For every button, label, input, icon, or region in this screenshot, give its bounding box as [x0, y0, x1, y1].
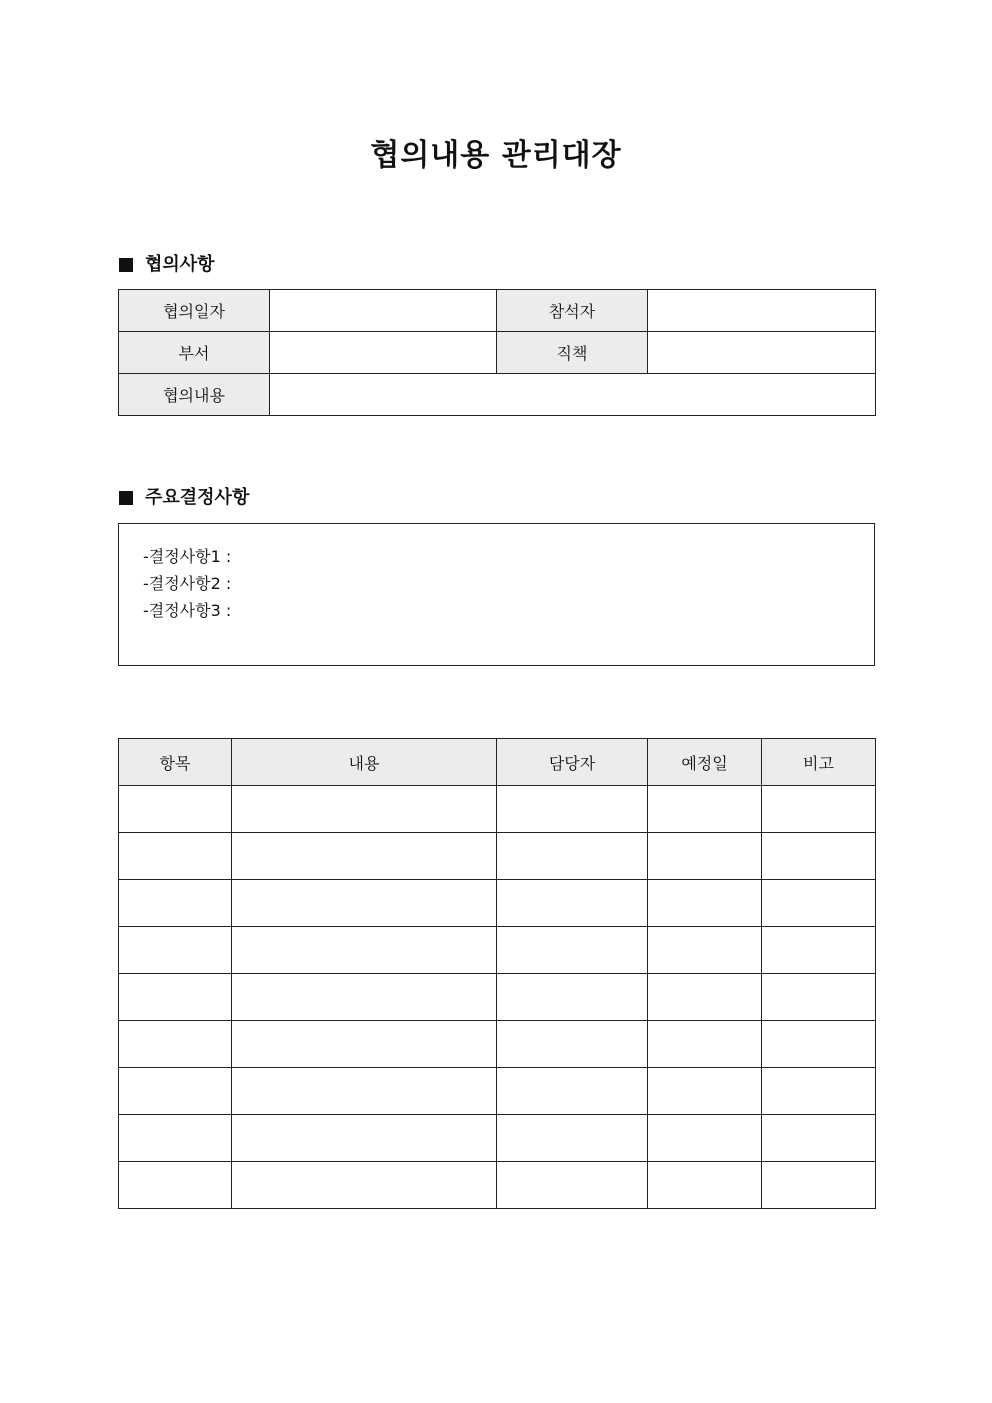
table-cell[interactable]: [232, 880, 497, 927]
section-heading-decisions: [119, 486, 249, 510]
table-cell[interactable]: [497, 1115, 648, 1162]
table-cell[interactable]: [119, 1115, 232, 1162]
table-header-row: [119, 739, 876, 786]
table-row: [119, 1115, 876, 1162]
department-label: 부서: [119, 332, 270, 374]
table-row: [119, 374, 876, 416]
decision-item-2: -결정사항2 :: [143, 574, 232, 593]
table-cell[interactable]: [497, 880, 648, 927]
column-header-content: 내용: [232, 739, 497, 786]
decision-item-1: -결정사항1 :: [143, 547, 232, 566]
table-row: [119, 332, 876, 374]
square-bullet-icon: [119, 491, 133, 505]
table-cell[interactable]: [232, 927, 497, 974]
table-row: [119, 927, 876, 974]
table-cell[interactable]: [497, 833, 648, 880]
column-header-item: 항목: [119, 739, 232, 786]
column-header-remarks: 비고: [762, 739, 876, 786]
table-row: [119, 290, 876, 332]
column-header-owner: 담당자: [497, 739, 648, 786]
table-cell[interactable]: [119, 786, 232, 833]
table-row: [119, 880, 876, 927]
table-cell[interactable]: [119, 974, 232, 1021]
table-cell[interactable]: [762, 786, 876, 833]
table-cell[interactable]: [232, 1068, 497, 1115]
section-heading-label: 주요결정사항: [145, 487, 250, 508]
square-bullet-icon: [119, 258, 133, 272]
attendees-field[interactable]: [648, 290, 876, 332]
table-cell[interactable]: [762, 1162, 876, 1209]
table-cell[interactable]: [762, 974, 876, 1021]
consultation-info-table: [118, 289, 876, 416]
attendees-label: 참석자: [497, 290, 648, 332]
table-cell[interactable]: [232, 1021, 497, 1068]
table-cell[interactable]: [232, 786, 497, 833]
table-row: [119, 1021, 876, 1068]
table-cell[interactable]: [648, 1068, 762, 1115]
table-cell[interactable]: [497, 1162, 648, 1209]
column-header-due-date: 예정일: [648, 739, 762, 786]
section-heading-label: 협의사항: [145, 254, 215, 275]
department-field[interactable]: [270, 332, 497, 374]
table-cell[interactable]: [497, 974, 648, 1021]
decision-box[interactable]: [118, 523, 875, 666]
table-cell[interactable]: [648, 927, 762, 974]
table-cell[interactable]: [762, 1068, 876, 1115]
table-cell[interactable]: [119, 880, 232, 927]
table-cell[interactable]: [119, 1162, 232, 1209]
table-cell[interactable]: [648, 974, 762, 1021]
table-row: [119, 786, 876, 833]
table-cell[interactable]: [762, 1021, 876, 1068]
table-cell[interactable]: [762, 880, 876, 927]
table-cell[interactable]: [497, 1021, 648, 1068]
table-cell[interactable]: [648, 1021, 762, 1068]
table-row: [119, 1162, 876, 1209]
table-cell[interactable]: [648, 880, 762, 927]
position-label: 직책: [497, 332, 648, 374]
content-field[interactable]: [270, 374, 876, 416]
content-label: 협의내용: [119, 374, 270, 416]
section-heading-consultation: [119, 253, 215, 277]
table-cell[interactable]: [762, 927, 876, 974]
table-row: [119, 974, 876, 1021]
table-cell[interactable]: [648, 1115, 762, 1162]
table-cell[interactable]: [648, 833, 762, 880]
table-cell[interactable]: [497, 786, 648, 833]
decision-list: [119, 524, 874, 624]
table-cell[interactable]: [119, 927, 232, 974]
page-title: 협의내용 관리대장: [370, 138, 622, 173]
table-cell[interactable]: [497, 927, 648, 974]
table-cell[interactable]: [497, 1068, 648, 1115]
table-cell[interactable]: [119, 833, 232, 880]
table-cell[interactable]: [119, 1068, 232, 1115]
date-field[interactable]: [270, 290, 497, 332]
table-cell[interactable]: [232, 974, 497, 1021]
table-cell[interactable]: [232, 1162, 497, 1209]
decision-item-3: -결정사항3 :: [143, 601, 232, 620]
table-cell[interactable]: [648, 786, 762, 833]
position-field[interactable]: [648, 332, 876, 374]
action-items-table: [118, 738, 876, 1209]
table-cell[interactable]: [762, 1115, 876, 1162]
table-cell[interactable]: [232, 1115, 497, 1162]
table-cell[interactable]: [119, 1021, 232, 1068]
table-row: [119, 1068, 876, 1115]
date-label: 협의일자: [119, 290, 270, 332]
table-cell[interactable]: [762, 833, 876, 880]
table-row: [119, 833, 876, 880]
table-cell[interactable]: [648, 1162, 762, 1209]
table-cell[interactable]: [232, 833, 497, 880]
